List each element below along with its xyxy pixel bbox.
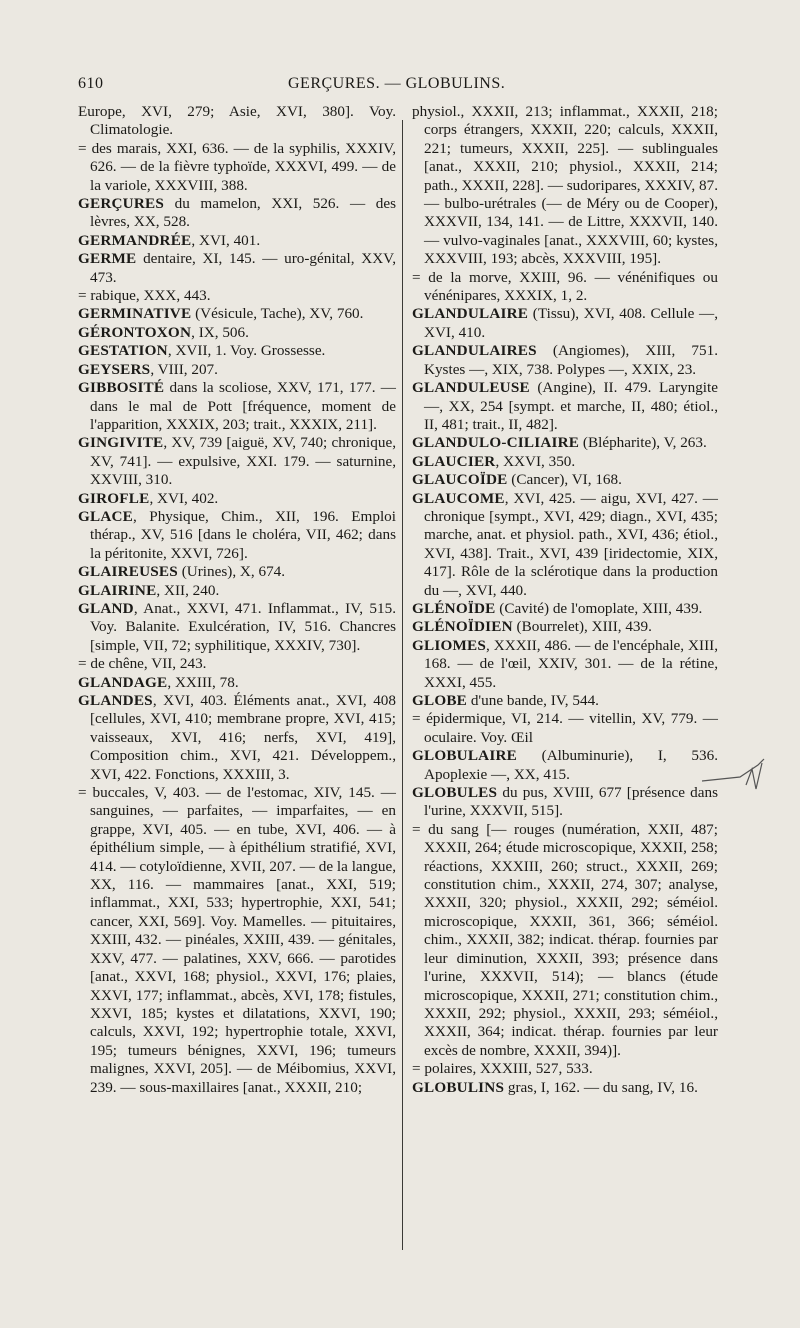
left-column (78, 103, 396, 1097)
entry-headword: GLAUCOME (412, 489, 505, 507)
index-entry (412, 710, 718, 747)
entry-references: = du sang [— rouges (numération, XXII, 487; XXXII, 264; étude microscopique, XXXII, 258; réactions, XXXIII, 260; struct., XXXII, 269; constitution chim., XXXII, 274, 307; analyse, XXXII, 320; physiol., XXXII, 292; séméiol. microscopique, XXXII, 361, 366; séméiol. chim., XXXII, 382; indicat. thérap. fournies par leur diminution, XXXII, 393; présence dans l'urine, XXXVII, 514); — blancs (étude microscopique, XXXII, 271; constitution chim., XXXII, 292; physiol., XXXII, 293; séméiol., XXXII, 364; indicat. thérap. fournies par leur excès de nombre, XXXII, 394)]. (412, 820, 718, 1059)
index-entry (78, 232, 396, 250)
entry-references: , XII, 240. (156, 581, 220, 599)
entry-references: (Bourrelet), XIII, 439. (512, 618, 652, 636)
page-header (78, 75, 708, 99)
entry-headword: GLOBULES (412, 784, 498, 802)
entry-references: (Angine), II. 479. Laryngite —, XX, 254 [sympt. et marche, II, 480; étiol., II, 481; trait., II, 482]. (424, 379, 718, 433)
right-column (412, 103, 718, 1097)
entry-headword: GLACE (78, 507, 134, 525)
entry-references: , XXVI, 350. (495, 452, 576, 470)
index-entry (78, 784, 396, 1097)
index-entry (412, 821, 718, 1060)
column-divider (402, 120, 403, 1250)
entry-references: (Cavité) de l'omoplate, XIII, 439. (495, 599, 703, 617)
entry-headword: GIBBOSITÉ (78, 379, 165, 397)
handwritten-pencil-mark (700, 755, 770, 805)
index-entry (78, 379, 396, 434)
entry-references: du mamelon, XXI, 526. — des lèvres, XX, 528. (90, 195, 396, 231)
index-entry (78, 655, 396, 673)
index-entry (78, 250, 396, 287)
entry-headword: GLOBULINS (412, 1078, 505, 1096)
entry-references: = de chêne, VII, 243. (78, 655, 207, 673)
entry-references: (Angiomes), XIII, 751. Kystes —, XIX, 738. Polypes —, XXIX, 23. (424, 342, 718, 378)
index-entry (412, 618, 718, 636)
index-entry (412, 784, 718, 821)
index-entry (412, 269, 718, 306)
page-number: 610 (78, 75, 104, 92)
index-entry (412, 471, 718, 489)
entry-references: (Vésicule, Tache), XV, 760. (191, 305, 364, 323)
entry-headword: GEYSERS (78, 360, 151, 378)
index-entry (78, 434, 396, 489)
entry-headword: GLANDULAIRE (412, 305, 529, 323)
entry-headword: GLANDULAIRES (412, 342, 537, 360)
index-entry (412, 305, 718, 342)
index-entry (78, 490, 396, 508)
index-entry (412, 1060, 718, 1078)
index-entry (78, 342, 396, 360)
entry-headword: GÉRONTOXON (78, 323, 192, 341)
index-entry (412, 637, 718, 692)
entry-headword: GINGIVITE (78, 434, 164, 452)
entry-headword: GLOBULAIRE (412, 747, 517, 765)
running-title: GERÇURES. — GLOBULINS. (288, 75, 506, 92)
entry-headword: GLAIRINE (78, 581, 157, 599)
index-entry (412, 1079, 718, 1097)
index-entry (412, 490, 718, 600)
entry-headword: GLÉNOÏDE (412, 599, 496, 617)
entry-headword: GERMANDRÉE (78, 231, 192, 249)
entry-headword: GERMINATIVE (78, 305, 192, 323)
index-entry (78, 305, 396, 323)
index-entry (78, 582, 396, 600)
entry-references: = de la morve, XXIII, 96. — vénénifiques ou vénénipares, XXXIX, 1, 2. (412, 268, 718, 305)
entry-headword: GLAUCOÏDE (412, 471, 508, 489)
entry-references: , Anat., XXVI, 471. Inflammat., IV, 515. Voy. Balanite. Exulcération, IV, 516. Chancres [simple, VII, 72; syphilitique, XXXIV, 730]. (90, 599, 396, 654)
entry-headword: GLAIREUSES (78, 563, 178, 581)
index-entry (412, 747, 718, 784)
index-entry (78, 600, 396, 655)
entry-references: , XXXII, 486. — de l'encéphale, XIII, 168. — de l'œil, XXIV, 301. — de la rétine, XXXI, 455. (424, 636, 718, 691)
index-entry (78, 508, 396, 563)
entry-references: dans la scoliose, XXV, 171, 177. — dans le mal de Pott [fréquence, moment de l'apparition, XXXIX, 203; trait., XXXIX, 211]. (90, 379, 396, 433)
entry-headword: GLAND (78, 599, 134, 617)
entry-references: = buccales, V, 403. — de l'estomac, XIV, 145. — sanguines, — parfaites, — imparfaites, — en grappe, XVI, 405. — en tube, XVI, 406. — à épithélium simple, — à épithélium stratifié, XVI, 414. — cotyloïdienne, XVII, 207. — de la langue, XX, 116. — mammaires [anat., XXI, 519; inflammat., XXI, 533; hypertrophie, XXI, 541; cancer, XXI, 569]. Voy. Mamelles. — pituitaires, XXIII, 432. — pinéales, XXIII, 439. — génitales, XXV, 477. — palatines, XXV, 666. — parotides [anat., XXVI, 168; physiol., XXVI, 176; plaies, XXVI, 177; inflammat., abcès, XVI, 178; fistules, XXVI, 185; kystes et dilatations, XXVI, 190; calculs, XXVI, 192; hypertrophie totale, XXVI, 195; tumeurs bénignes, XXVI, 196; tumeurs malignes, XXVI, 205]. — de Méibomius, XXVI, 239. — sous-maxillaires [anat., XXXII, 210; (78, 784, 396, 1096)
entry-headword: GLÉNOÏDIEN (412, 618, 513, 636)
entry-headword: GIROFLE (78, 489, 150, 507)
index-entry (78, 103, 396, 140)
index-entry (412, 600, 718, 618)
entry-headword: GLOBE (412, 692, 468, 709)
index-entry (78, 140, 396, 195)
entry-headword: GERÇURES (78, 195, 164, 213)
entry-headword: GLAUCIER (412, 452, 496, 470)
entry-references: (Cancer), VI, 168. (507, 471, 622, 489)
entry-headword: GLANDULEUSE (412, 379, 530, 397)
entry-references: = rabique, XXX, 443. (78, 287, 211, 305)
entry-references: , XV, 739 [aiguë, XV, 740; chronique, XV, 741]. — expulsive, XXI. 179. — saturnine, XXVIII, 310. (90, 434, 396, 489)
entry-references: physiol., XXXII, 213; inflammat., XXXII, 218; corps étrangers, XXXII, 220; calculs, XXXII, 221; tumeurs, XXXII, 225]. — sublinguales [anat., XXXII, 210; physiol., XXXII, 214; path., XXXII, 228]. — sudoripares, XXXIV, 87. — bulbo-urétrales (— de Méry ou de Cooper), XXXVII, 134, 141. — de Littre, XXXVII, 140. — vulvo-vaginales [anat., XXXVIII, 60; kystes, XXXVIII, 193; abcès, XXXVIII, 195]. (412, 103, 718, 268)
entry-references: (Blépharite), V, 263. (579, 434, 707, 452)
entry-headword: GLANDES (78, 692, 153, 709)
index-entry (78, 324, 396, 342)
entry-references: = polaires, XXXIII, 527, 533. (412, 1060, 593, 1078)
index-entry (412, 692, 718, 710)
index-entry (78, 563, 396, 581)
index-entry (78, 674, 396, 692)
index-entry (78, 692, 396, 784)
index-entry (412, 453, 718, 471)
entry-references: (Albuminurie), I, 536. Apoplexie —, XX, 415. (424, 747, 718, 783)
entry-references: , XXIII, 78. (167, 673, 239, 691)
index-entry (412, 379, 718, 434)
entry-references: (Urines), X, 674. (177, 563, 286, 581)
entry-references: , XVI, 425. — aigu, XVI, 427. — chronique [sympt., XVI, 429; diagn., XVI, 435; marche, anat. et physiol. path., XVI, 436; étiol., XVI, 438]. Trait., XVI, 439 [iridectomie, XIX, 417]. Rôle de la sclérotique dans la production du —, XVI, 440. (424, 489, 718, 599)
entry-references: du pus, XVIII, 677 [présence dans l'urine, XXXVII, 515]. (424, 784, 718, 820)
index-entry (412, 342, 718, 379)
entry-references: = des marais, XXI, 636. — de la syphilis, XXXIV, 626. — de la fièvre typhoïde, XXXVI, 499. — de la variole, XXXVIII, 388. (78, 139, 396, 194)
entry-headword: GLIOMES (412, 636, 486, 654)
entry-references: = épidermique, VI, 214. — vitellin, XV, 779. — oculaire. Voy. Œil (412, 710, 718, 746)
index-entry (78, 287, 396, 305)
index-entry (78, 361, 396, 379)
entry-references: , XVI, 402. (149, 489, 219, 507)
index-entry (412, 434, 718, 452)
entry-references: , Physique, Chim., XII, 196. Emploi thérap., XV, 516 [dans le choléra, VII, 462; dans la péritonite, XXVI, 726]. (90, 507, 396, 562)
entry-references: , VIII, 207. (150, 360, 218, 378)
entry-references: gras, I, 162. — du sang, IV, 16. (504, 1078, 698, 1096)
entry-references: , IX, 506. (191, 323, 249, 341)
index-entry (78, 195, 396, 232)
entry-references: , XVI, 401. (191, 231, 261, 249)
entry-headword: GLANDULO-CILIAIRE (412, 434, 580, 452)
index-entry (412, 103, 718, 269)
entry-headword: GERME (78, 250, 137, 268)
entry-references: dentaire, XI, 145. — uro-génital, XXV, 473. (90, 250, 396, 286)
entry-headword: GESTATION (78, 342, 168, 360)
entry-references: d'une bande, IV, 544. (467, 692, 599, 709)
entry-headword: GLANDAGE (78, 673, 168, 691)
entry-references: , XVI, 403. Éléments anat., XVI, 408 [cellules, XVI, 410; membrane propre, XVI, 415; vaisseaux, XVI, 416; nerfs, XVI, 419], Composition chim., XVI, 421. Développem., XVI, 422. Fonctions, XXXIII, 3. (90, 692, 396, 783)
entry-references: , XVII, 1. Voy. Grossesse. (167, 342, 326, 360)
entry-references: Europe, XVI, 279; Asie, XVI, 380]. Voy. Climatologie. (78, 103, 396, 139)
entry-references: (Tissu), XVI, 408. Cellule —, XVI, 410. (424, 305, 718, 341)
